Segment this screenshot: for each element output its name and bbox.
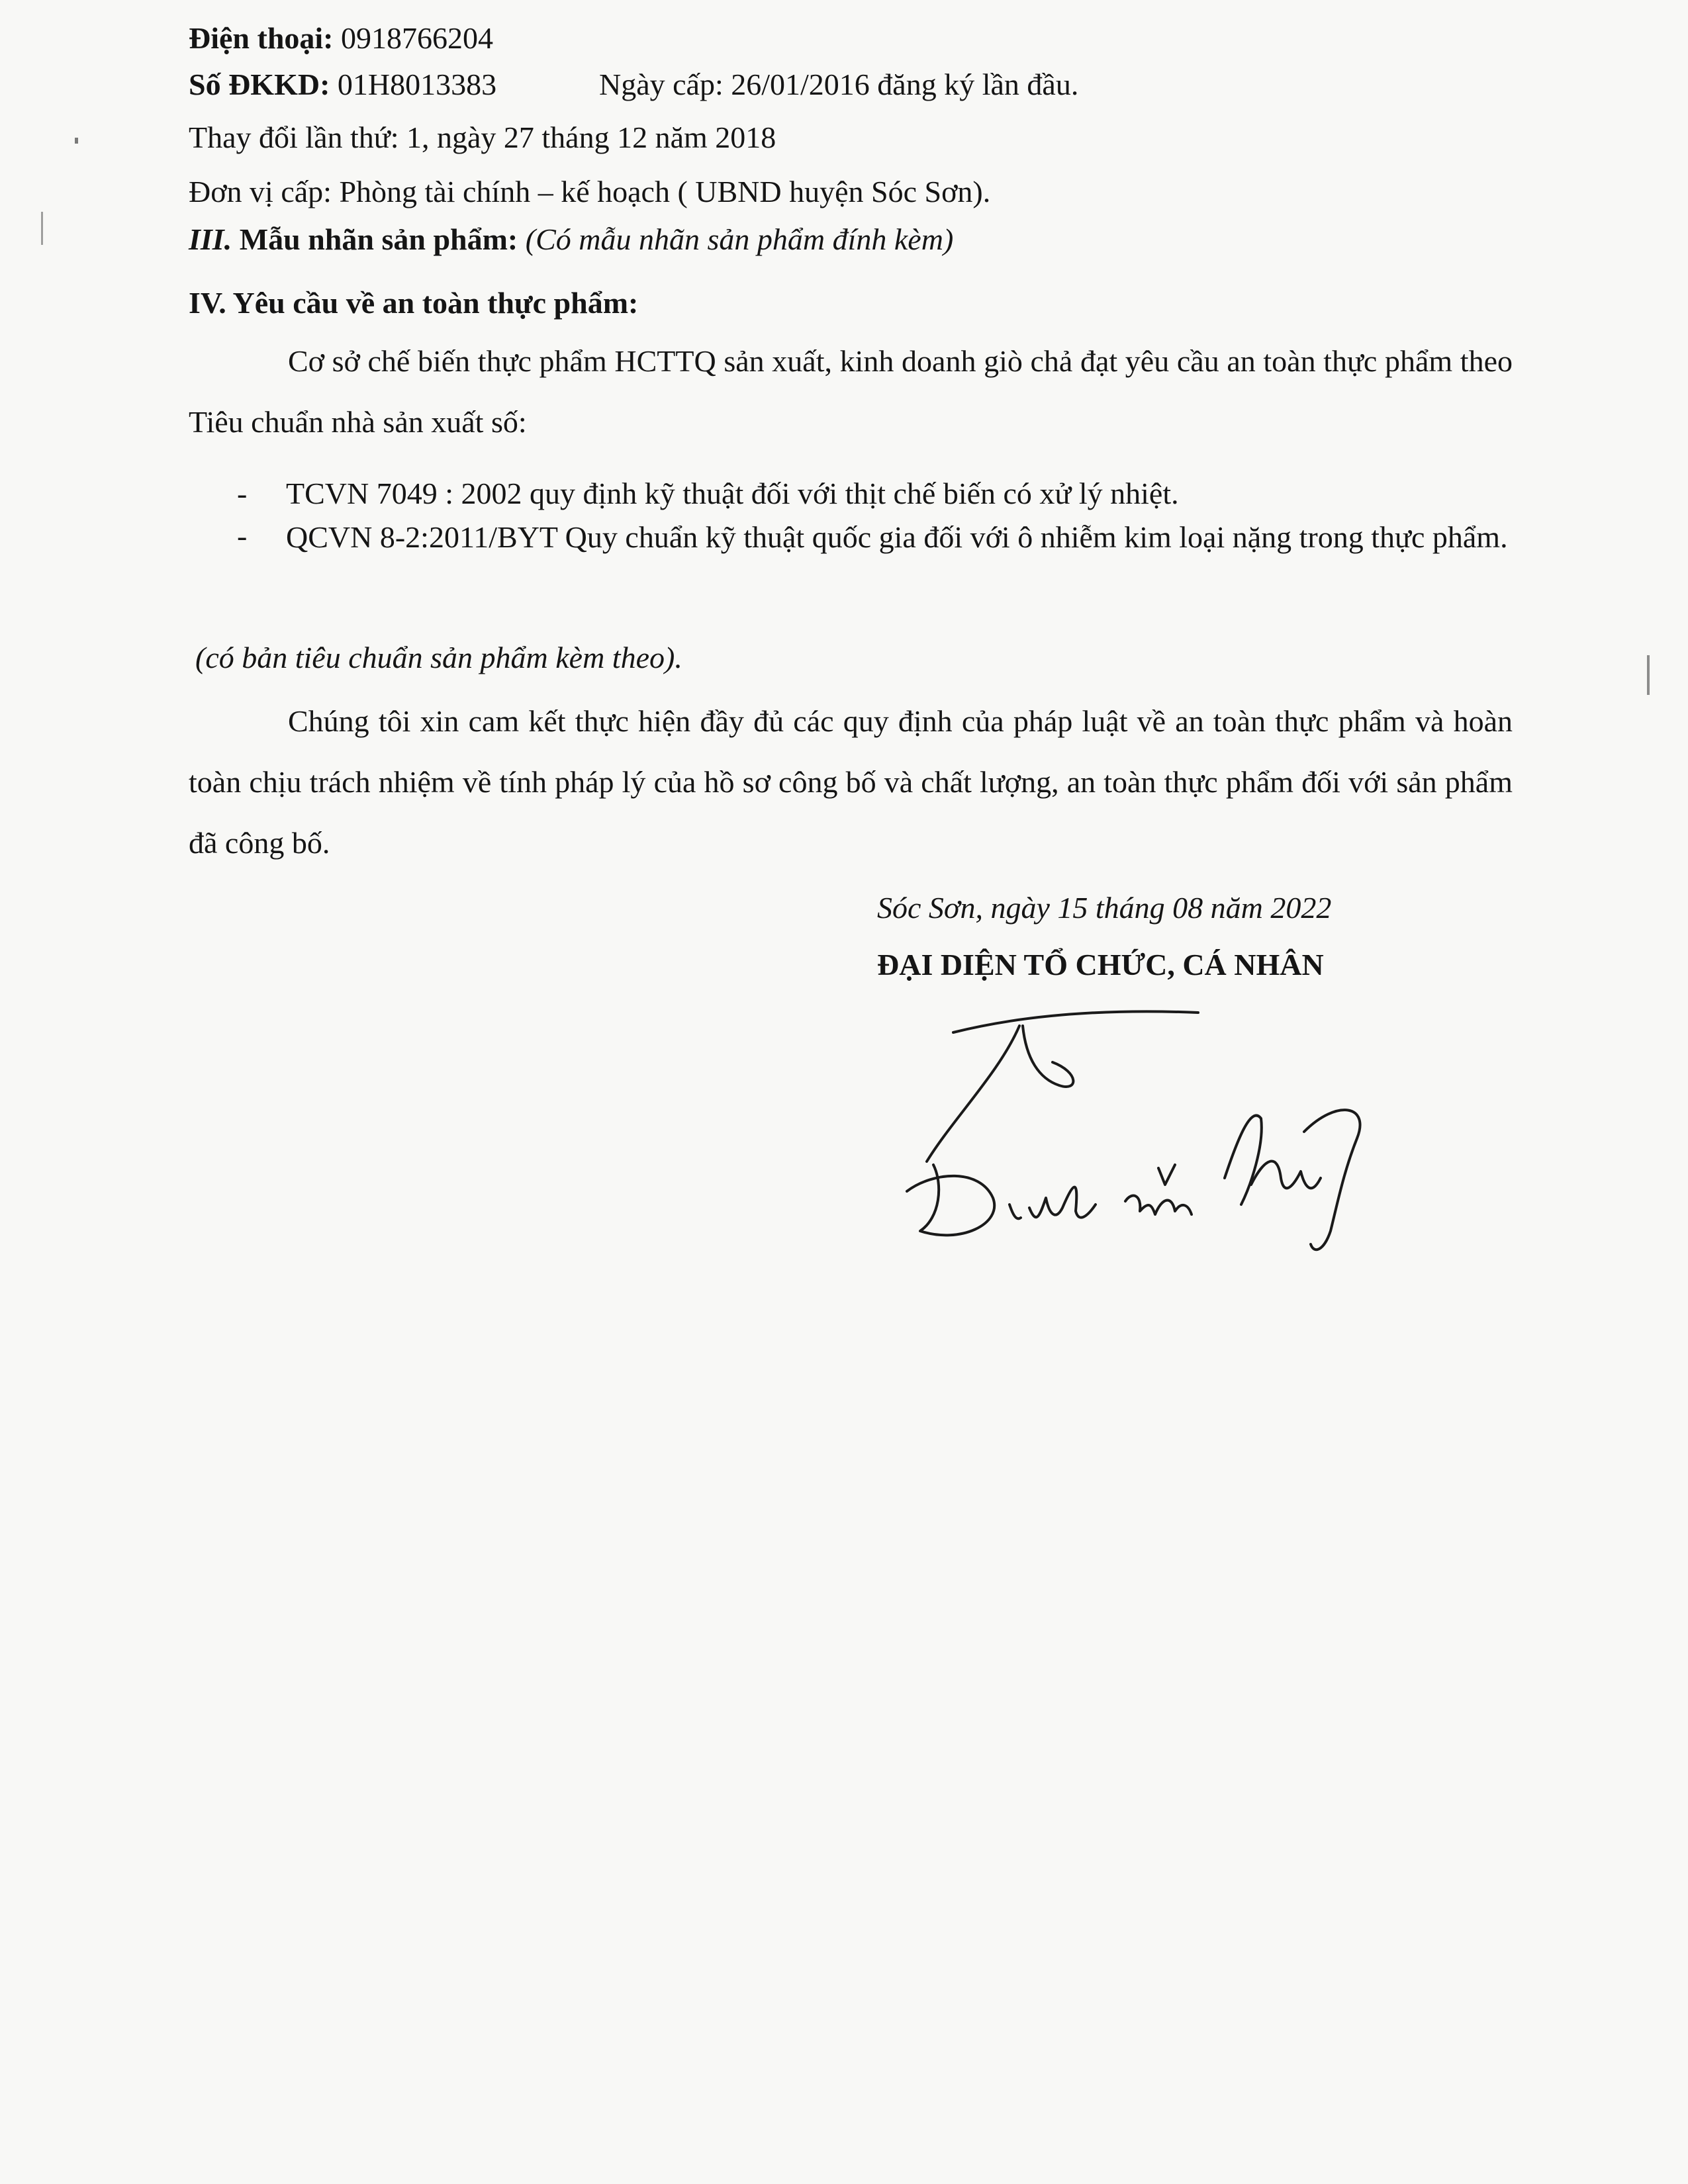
phone-label: Điện thoại:	[189, 21, 334, 55]
phone-line	[189, 20, 493, 56]
dkkd-label: Số ĐKKD:	[189, 68, 330, 101]
section3-number: III.	[189, 222, 232, 256]
commitment-paragraph	[189, 691, 1513, 874]
handwritten-signature	[880, 986, 1410, 1264]
section3-line	[189, 221, 953, 257]
standard-1-dash: -	[237, 477, 248, 510]
signatory-title: ĐẠI DIỆN TỔ CHỨC, CÁ NHÂN	[877, 948, 1324, 981]
scan-mark-dot	[75, 138, 78, 144]
standard-1-text: TCVN 7049 : 2002 quy định kỹ thuật đối với thịt chế biến có xử lý nhiệt.	[286, 477, 1179, 510]
attachment-note: (có bản tiêu chuẩn sản phẩm kèm theo).	[195, 641, 682, 674]
commitment-text: Chúng tôi xin cam kết thực hiện đầy đủ các quy định của pháp luật về an toàn thực phẩm và hoàn toàn chịu trách nhiệm về tính pháp lý của hồ sơ công bố và chất lượng, an toàn thực phẩm đối với sản phẩm đã công bố.	[189, 704, 1513, 860]
section4-intro-text: Cơ sở chế biến thực phẩm HCTTQ sản xuất, kinh doanh giò chả đạt yêu cầu an toàn thực phẩm theo Tiêu chuẩn nhà sản xuất số:	[189, 344, 1513, 439]
dkkd-value: 01H8013383	[337, 68, 497, 101]
standard-2-dash: -	[237, 519, 248, 553]
section3-note: (Có mẫu nhãn sản phẩm đính kèm)	[525, 222, 954, 256]
change-line: Thay đổi lần thứ: 1, ngày 27 tháng 12 năm 2018	[189, 120, 776, 154]
section4-intro	[189, 331, 1513, 453]
issuer-line: Đơn vị cấp: Phòng tài chính – kế hoạch ( UBND huyện Sóc Sơn).	[189, 175, 991, 208]
section3-heading: Mẫu nhãn sản phẩm:	[239, 222, 518, 256]
standard-2-text	[286, 507, 1513, 568]
phone-value: 0918766204	[341, 21, 493, 55]
scan-mark-left	[41, 212, 43, 245]
issue-date: Ngày cấp: 26/01/2016 đăng ký lần đầu.	[599, 68, 1079, 101]
scan-mark-right	[1647, 655, 1650, 695]
section4-heading: IV. Yêu cầu về an toàn thực phẩm:	[189, 286, 639, 320]
dkkd-line	[189, 66, 496, 103]
place-date: Sóc Sơn, ngày 15 tháng 08 năm 2022	[877, 891, 1332, 925]
standard-2-text-content: QCVN 8-2:2011/BYT Quy chuẩn kỹ thuật quốc gia đối với ô nhiễm kim loại nặng trong thực phẩm.	[286, 520, 1508, 554]
